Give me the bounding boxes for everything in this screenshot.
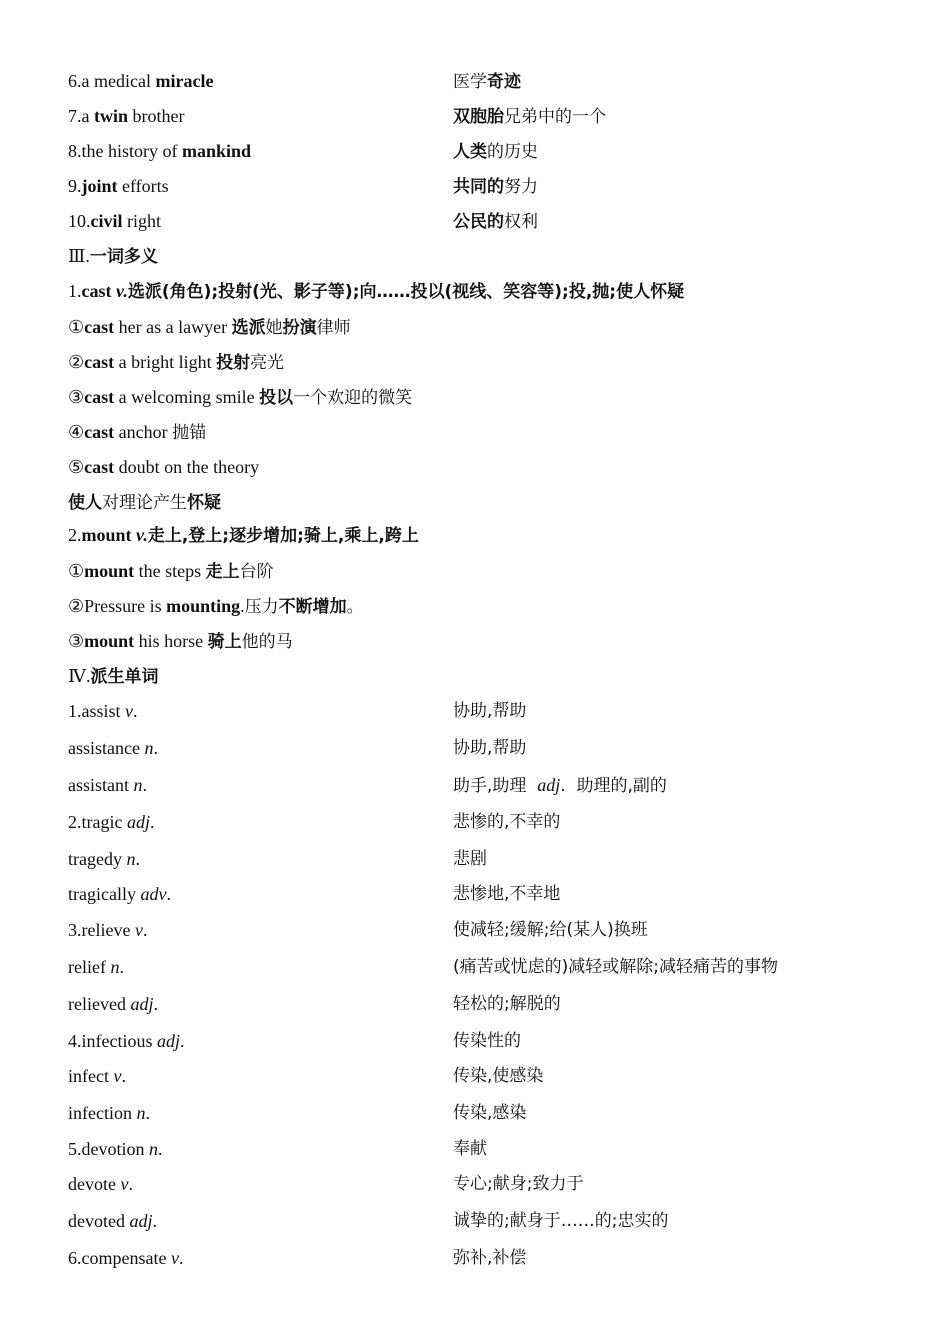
entry-mount-definition: 2.mount v.走上,登上;逐步增加;骑上,乘上,跨上: [68, 525, 419, 546]
derivative-row: [68, 1098, 908, 1128]
derivative-meaning: 悲剧: [453, 849, 487, 869]
example-line: ①cast her as a lawyer 选派她扮演律师: [68, 317, 351, 338]
derivative-row: [68, 989, 908, 1019]
derivative-row: [68, 1206, 908, 1236]
derivative-row: [68, 733, 908, 763]
phrase-chinese: 共同的努力: [453, 177, 538, 197]
derivative-meaning: 诚挚的;献身于……的;忠实的: [453, 1211, 669, 1231]
derivative-word: 2.tragic adj.: [68, 812, 155, 832]
derivative-row: [68, 879, 908, 909]
derivative-row: [68, 952, 908, 982]
derivative-meaning: 传染,使感染: [453, 1066, 544, 1086]
phrase-row: [68, 66, 908, 96]
derivative-word: 6.compensate v.: [68, 1248, 184, 1268]
derivative-row: [68, 770, 908, 800]
derivative-word: 5.devotion n.: [68, 1139, 163, 1159]
phrase-chinese: 医学奇迹: [453, 72, 521, 92]
derivative-row: [68, 696, 908, 726]
derivative-meaning: 协助,帮助: [453, 701, 527, 721]
phrase-chinese: 公民的权利: [453, 212, 538, 232]
derivative-row: [68, 1243, 908, 1273]
phrase-english: 9.joint efforts: [68, 176, 169, 196]
phrase-chinese: 双胞胎兄弟中的一个: [453, 107, 606, 127]
entry-cast-definition: 1.cast v.选派(角色);投射(光、影子等);向……投以(视线、笑容等);投,抛;使人怀疑: [68, 281, 685, 302]
derivative-row: [68, 844, 908, 874]
derivative-row: [68, 1026, 908, 1056]
derivative-word: assistant n.: [68, 775, 147, 795]
phrase-english: 8.the history of mankind: [68, 141, 252, 161]
derivative-word: assistance n.: [68, 738, 158, 758]
derivative-meaning: 奉献: [453, 1139, 487, 1159]
derivative-word: infection n.: [68, 1103, 150, 1123]
derivative-meaning: 弥补,补偿: [453, 1248, 527, 1268]
example-line: ①mount the steps 走上台阶: [68, 561, 274, 582]
derivative-meaning: 协助,帮助: [453, 738, 527, 758]
derivative-word: relieved adj.: [68, 994, 158, 1014]
derivative-word: 4.infectious adj.: [68, 1031, 185, 1051]
phrase-english: 7.a twin brother: [68, 106, 185, 126]
derivative-meaning: 悲惨的,不幸的: [453, 812, 561, 832]
section-heading-polysemy: Ⅲ.一词多义: [68, 246, 158, 267]
example-line: ④cast anchor 抛锚: [68, 422, 207, 443]
derivative-meaning: 传染,感染: [453, 1103, 527, 1123]
derivative-meaning: 轻松的;解脱的: [453, 994, 561, 1014]
derivative-meaning: 悲惨地,不幸地: [453, 884, 561, 904]
example-line: ③mount his horse 骑上他的马: [68, 631, 293, 652]
derivative-word: 3.relieve v.: [68, 920, 148, 940]
derivative-row: [68, 915, 908, 945]
example-line: ②Pressure is mounting.压力不断增加。: [68, 596, 364, 617]
derivative-row: [68, 1169, 908, 1199]
derivative-word: tragedy n.: [68, 849, 140, 869]
phrase-english: 6.a medical miracle: [68, 71, 214, 91]
derivative-word: infect v.: [68, 1066, 126, 1086]
derivative-word: devoted adj.: [68, 1211, 157, 1231]
derivative-word: tragically adv.: [68, 884, 171, 904]
phrase-row: [68, 206, 908, 236]
derivative-meaning: (痛苦或忧虑的)减轻或解除;减轻痛苦的事物: [453, 957, 778, 977]
example-line: ③cast a welcoming smile 投以一个欢迎的微笑: [68, 387, 413, 408]
example-line: ②cast a bright light 投射亮光: [68, 352, 285, 373]
phrase-row: [68, 136, 908, 166]
phrase-row: [68, 171, 908, 201]
derivative-row: [68, 1061, 908, 1091]
derivative-word: 1.assist v.: [68, 701, 138, 721]
phrase-chinese: 人类的历史: [453, 142, 538, 162]
phrase-row: [68, 101, 908, 131]
derivative-row: [68, 807, 908, 837]
example-line: ⑤cast doubt on the theory: [68, 457, 260, 477]
phrase-english: 10.civil right: [68, 211, 161, 231]
derivative-meaning: 助手,助理 adj. 助理的,副的: [453, 775, 667, 796]
derivative-meaning: 使减轻;缓解;给(某人)换班: [453, 920, 648, 940]
example-translation: 使人对理论产生怀疑: [68, 493, 221, 513]
section-heading-derivatives: Ⅳ.派生单词: [68, 666, 159, 687]
derivative-meaning: 专心;献身;致力于: [453, 1174, 584, 1194]
derivative-word: relief n.: [68, 957, 124, 977]
derivative-row: [68, 1134, 908, 1164]
derivative-meaning: 传染性的: [453, 1031, 521, 1051]
derivative-word: devote v.: [68, 1174, 133, 1194]
